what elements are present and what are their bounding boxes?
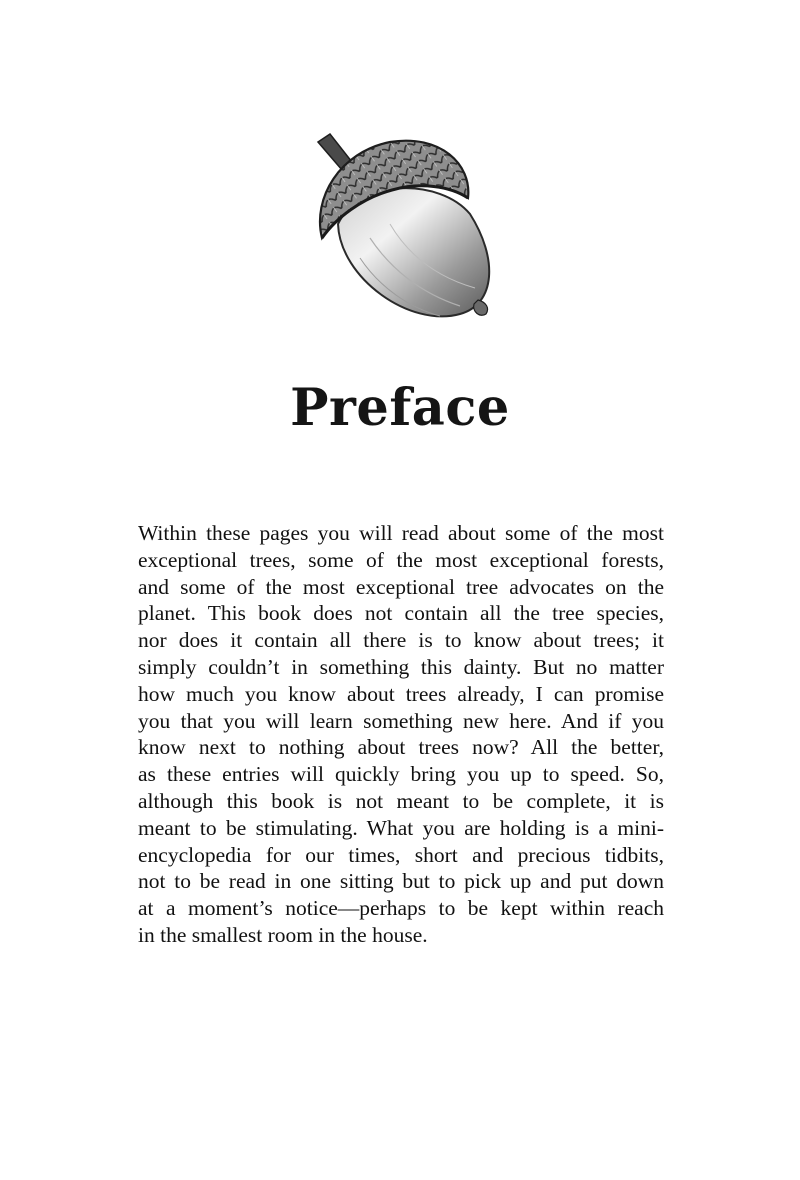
paragraph-line: meant to be stimulating. What you are holding is a mini-: [138, 815, 664, 840]
paragraph-line: simply couldn’t in something this dainty. But no matter: [138, 654, 664, 679]
acorn-illustration-icon: [300, 128, 510, 328]
paragraph-line: in the smallest room in the house.: [138, 922, 428, 947]
paragraph-line: as these entries will quickly bring you up to speed. So,: [138, 762, 664, 787]
paragraph-line: and some of the most exceptional tree advocates on the: [138, 574, 664, 599]
paragraph-line: encyclopedia for our times, short and precious tidbits,: [138, 842, 664, 867]
paragraph-line: nor does it contain all there is to know about trees; it: [138, 628, 664, 653]
paragraph-line: you that you will learn something new here. And if you: [138, 708, 664, 733]
paragraph-line: although this book is not meant to be complete, it is: [138, 788, 664, 813]
paragraph-line: know next to nothing about trees now? All the better,: [138, 735, 664, 760]
paragraph-line: at a moment’s notice—perhaps to be kept within reach: [138, 896, 664, 921]
paragraph-line: not to be read in one sitting but to pick up and put down: [138, 869, 664, 894]
paragraph-line: Within these pages you will read about some of the most: [138, 521, 664, 545]
paragraph-line: exceptional trees, some of the most exceptional forests,: [138, 547, 664, 572]
preface-paragraph: [138, 520, 664, 949]
paragraph-line: planet. This book does not contain all the tree species,: [138, 601, 664, 626]
paragraph-line: how much you know about trees already, I can promise: [138, 681, 664, 706]
page-title: Preface: [290, 378, 510, 438]
